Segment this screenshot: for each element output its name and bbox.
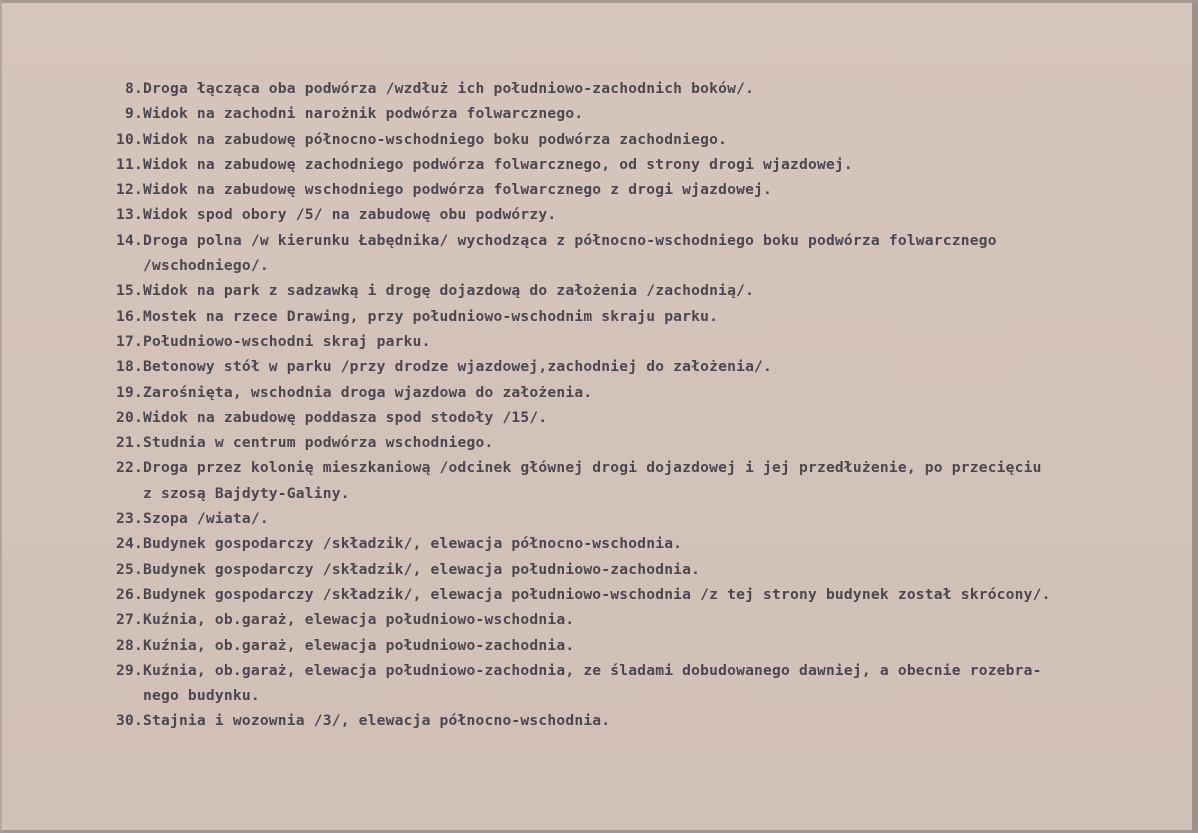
item-text: Kuźnia, ob.garaż, elewacja południowo-zachodnia. [143,636,575,654]
item-text: Budynek gospodarczy /składzik/, elewacja południowo-zachodnia. [143,560,701,578]
item-number: 11. [116,155,143,173]
item-number: 27. [116,611,143,629]
item-text: Widok na zabudowę wschodniego podwórza folwarcznego z drogi wjazdowej. [143,181,773,199]
item-number: 26. [116,585,143,603]
list-item [98,101,1178,126]
item-text: Widok na park z sadzawką i drogę dojazdową do założenia /zachodnią/. [143,282,755,300]
item-number: 25. [116,560,143,578]
item-text: Widok na zabudowę północno-wschodniego boku podwórza zachodniego. [143,130,728,148]
list-item [98,557,1178,582]
item-number: 29. [116,661,143,679]
item-number: 16. [116,307,143,325]
list-item [98,127,1178,152]
item-text: Budynek gospodarczy /składzik/, elewacja północno-wschodnia. [143,535,683,553]
item-text: Południowo-wschodni skraj parku. [143,332,431,350]
item-number: 14. [116,231,143,249]
item-text: Szopa /wiata/. [143,510,269,528]
list-item [98,607,1178,632]
item-text: Widok na zachodni narożnik podwórza folwarcznego. [143,105,584,123]
item-number: 19. [116,383,143,401]
list-item [98,380,1178,405]
item-text: Droga polna /w kierunku Łabędnika/ wychodząca z północno-wschodniego boku podwórza folwarcznego /wschodniego/. [143,231,997,275]
item-number: 13. [116,206,143,224]
list-item [98,329,1178,354]
item-text: Droga łącząca oba podwórza /wzdłuż ich południowo-zachodnich boków/. [143,80,755,97]
item-text: Budynek gospodarczy /składzik/, elewacja południowo-wschodnia /z tej strony budynek został skrócony/. [143,585,1051,603]
list-item [98,708,1178,733]
item-text: Stajnia i wozownia /3/, elewacja północno-wschodnia. [143,712,611,730]
item-text: Studnia w centrum podwórza wschodniego. [143,434,494,452]
list-item [98,531,1178,556]
item-number: 17. [116,332,143,350]
item-number: 12. [116,181,143,199]
list-item [98,582,1178,607]
item-number: 18. [116,358,143,376]
item-number: 23. [116,510,143,528]
item-number: 21. [116,434,143,452]
item-number: 10. [116,130,143,148]
list-item [98,152,1178,177]
list-item [98,455,1178,506]
list-item [98,658,1178,709]
item-number: 22. [116,459,143,477]
list-item [98,633,1178,658]
list-item [98,177,1178,202]
item-number: 30. [116,712,143,730]
item-number: 28. [116,636,143,654]
item-text: Mostek na rzece Drawing, przy południowo-wschodnim skraju parku. [143,307,719,325]
item-text: Widok na zabudowę poddasza spod stodoły /15/. [143,408,548,426]
photo-description-list [98,76,1178,734]
list-item [98,430,1178,455]
item-number: 9. [125,105,143,123]
item-text: Widok na zabudowę zachodniego podwórza folwarcznego, od strony drogi wjazdowej. [143,155,853,173]
list-item [98,76,1178,101]
item-number: 15. [116,282,143,300]
item-number: 20. [116,408,143,426]
item-text: Betonowy stół w parku /przy drodze wjazdowej,zachodniej do założenia/. [143,358,773,376]
item-text: Droga przez kolonię mieszkaniową /odcinek głównej drogi dojazdowej i jej przedłużenie, po przecięciu z szosą Bajdyty-Galiny. [143,459,1042,502]
item-number: 8. [125,80,143,97]
item-text: Zarośnięta, wschodnia droga wjazdowa do założenia. [143,383,593,401]
item-text: Widok spod obory /5/ na zabudowę obu podwórzy. [143,206,557,224]
list-item [98,304,1178,329]
list-item [98,405,1178,430]
list-item [98,228,1178,279]
list-item [98,354,1178,379]
list-item [98,278,1178,303]
item-number: 24. [116,535,143,553]
item-text: Kuźnia, ob.garaż, elewacja południowo-zachodnia, ze śladami dobudowanego dawniej, a obecnie rozebra- nego budynku. [143,661,1042,705]
item-text: Kuźnia, ob.garaż, elewacja południowo-wschodnia. [143,611,575,629]
list-item [98,202,1178,227]
list-item [98,506,1178,531]
